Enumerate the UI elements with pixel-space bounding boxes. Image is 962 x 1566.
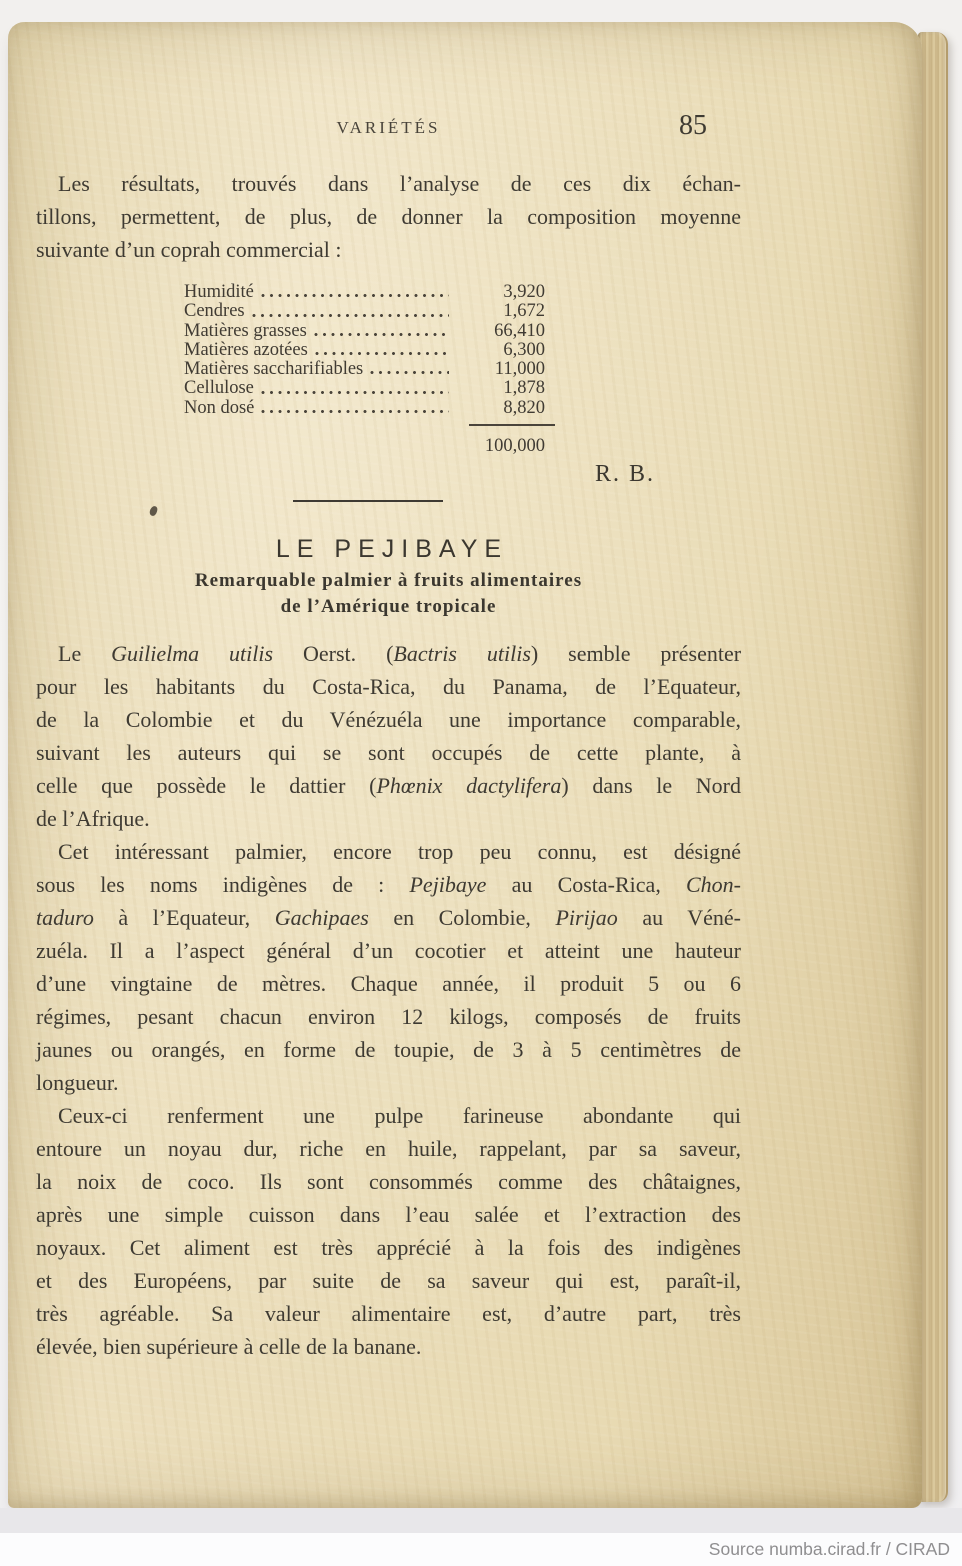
text-segment: Le	[58, 641, 112, 667]
table-row	[184, 322, 545, 341]
row-label: Matières azotées	[184, 339, 308, 360]
intro-paragraph	[36, 167, 741, 266]
italic-text: Guilielma utilis	[111, 641, 274, 667]
total-rule	[469, 424, 555, 426]
table-row	[184, 283, 545, 302]
text-segment: tillons, permettent, de plus, de donner la composition moyenne	[36, 204, 741, 229]
text-segment: très agréable. Sa valeur alimentaire est, d’autre part, très	[36, 1301, 741, 1327]
text-line	[36, 1099, 741, 1132]
text-line	[36, 1000, 741, 1033]
page-number: 85	[679, 110, 707, 141]
dot-leader	[261, 292, 449, 299]
book-page-edges	[918, 32, 948, 1502]
text-segment: à l’Equateur,	[93, 905, 275, 931]
italic-text: Chon-	[686, 872, 741, 898]
text-line	[36, 1033, 741, 1066]
row-label: Cellulose	[184, 378, 254, 399]
composition-rows	[184, 283, 545, 418]
table-row	[184, 399, 545, 418]
article-subtitle	[36, 568, 741, 620]
dot-leader	[261, 408, 449, 415]
text-line	[36, 167, 741, 200]
text-line	[36, 1231, 741, 1264]
running-head	[36, 110, 741, 141]
text-line	[36, 670, 741, 703]
article-title: LE PEJIBAYE	[275, 535, 509, 564]
italic-text: Gachipaes	[274, 905, 369, 931]
article-body	[36, 637, 741, 1363]
running-title: VARIÉTÉS	[336, 118, 441, 137]
row-label: Matières saccharifiables	[184, 359, 364, 380]
text-line	[36, 967, 741, 1000]
row-label: Matières grasses	[184, 320, 307, 341]
composition-table	[184, 283, 545, 457]
text-segment: celle que possède le dattier (	[36, 773, 377, 799]
text-line	[36, 835, 741, 868]
article-subtitle-line2: de l’Amérique tropicale	[280, 596, 497, 618]
text-segment: Oerst. (	[273, 641, 394, 667]
text-line	[36, 1264, 741, 1297]
author-initials: R. B.	[594, 461, 655, 488]
section-divider	[293, 500, 443, 502]
table-row	[184, 379, 545, 398]
row-label: Humidité	[184, 282, 254, 302]
text-line	[36, 233, 741, 266]
text-line	[36, 1066, 741, 1099]
row-value: 3,920	[503, 282, 545, 302]
text-line	[36, 1165, 741, 1198]
footer-credit: Source numba.cirad.fr / CIRAD	[708, 1539, 950, 1559]
text-segment: et des Européens, par suite de sa saveur qui est, paraît-il,	[36, 1268, 741, 1294]
total-row	[184, 435, 545, 457]
row-value: 66,410	[494, 320, 545, 341]
table-row	[184, 302, 545, 321]
row-value: 6,300	[503, 339, 545, 360]
text-segment: de la Colombie et du Vénézuéla une importance comparable,	[36, 707, 741, 733]
text-segment: élevée, bien supérieure à celle de la banane.	[36, 1334, 422, 1360]
text-segment: longueur.	[36, 1070, 119, 1096]
italic-text: Bactris utilis	[393, 641, 531, 667]
dot-leader	[314, 331, 449, 338]
text-line	[36, 703, 741, 736]
text-segment: Cet intéressant palmier, encore trop peu connu, est désigné	[58, 839, 741, 865]
text-segment: au Véné-	[617, 905, 741, 931]
italic-text: Pejibaye	[409, 872, 487, 898]
text-segment: ) dans le Nord	[561, 773, 741, 799]
page-content	[36, 22, 741, 1363]
text-segment: suivant les auteurs qui se sont occupés de cette plante, à	[36, 740, 741, 766]
text-segment: Les résultats, trouvés dans l’analyse de ces dix échan-	[58, 171, 741, 196]
row-label: Non dosé	[184, 397, 255, 418]
book-page	[8, 22, 922, 1508]
scan-footer-strip	[0, 1533, 962, 1566]
text-segment: après une simple cuisson dans l’eau salée et l’extraction des	[36, 1202, 741, 1228]
italic-text: taduro	[36, 905, 94, 931]
text-line	[36, 868, 741, 901]
table-row	[184, 360, 545, 379]
text-line	[36, 1198, 741, 1231]
text-segment: la noix de coco. Ils sont consommés comme des châtaignes,	[36, 1169, 741, 1195]
text-segment: en Colombie,	[368, 905, 556, 931]
text-line	[36, 1132, 741, 1165]
text-line	[36, 1330, 741, 1363]
text-segment: pour les habitants du Costa-Rica, du Panama, de l’Equateur,	[36, 674, 741, 700]
dot-leader	[252, 312, 449, 319]
row-value: 11,000	[494, 359, 545, 380]
row-label: Cendres	[184, 301, 245, 322]
dot-leader	[261, 389, 449, 396]
text-line	[36, 934, 741, 967]
text-segment: sous les noms indigènes de :	[36, 872, 410, 898]
text-line	[36, 1297, 741, 1330]
row-value: 1,672	[503, 301, 545, 322]
text-line	[36, 200, 741, 233]
text-segment: suivante d’un coprah commercial :	[36, 237, 342, 262]
text-line	[36, 769, 741, 802]
text-line	[36, 901, 741, 934]
table-row	[184, 341, 545, 360]
text-segment: entoure un noyau dur, riche en huile, rappelant, par sa saveur,	[36, 1136, 741, 1162]
scan-shadow-strip	[0, 1508, 962, 1533]
italic-text: Phœnix dactylifera	[376, 773, 562, 799]
text-line	[36, 802, 741, 835]
italic-text: Pirijao	[555, 905, 618, 931]
text-segment: ) semble présenter	[530, 641, 742, 667]
article-subtitle-line1: Remarquable palmier à fruits alimentaires	[194, 570, 583, 592]
total-value: 100,000	[484, 436, 545, 457]
row-value: 1,878	[503, 378, 545, 399]
text-segment: de l’Afrique.	[36, 806, 150, 832]
text-segment: zuéla. Il a l’aspect général d’un cocotier et atteint une hauteur	[36, 938, 741, 964]
text-segment: d’une vingtaine de mètres. Chaque année, il produit 5 ou 6	[36, 971, 741, 997]
text-line	[36, 736, 741, 769]
text-segment: au Costa-Rica,	[486, 872, 686, 898]
row-value: 8,820	[503, 397, 545, 418]
text-line	[36, 637, 741, 670]
text-segment: noyaux. Cet aliment est très apprécié à la fois des indigènes	[36, 1235, 741, 1261]
text-segment: Ceux-ci renferment une pulpe farineuse abondante qui	[58, 1103, 741, 1129]
dot-leader	[370, 369, 449, 376]
text-segment: régimes, pesant chacun environ 12 kilogs, composés de fruits	[36, 1004, 741, 1030]
dot-leader	[315, 350, 449, 357]
text-segment: jaunes ou orangés, en forme de toupie, de 3 à 5 centimètres de	[36, 1037, 741, 1063]
